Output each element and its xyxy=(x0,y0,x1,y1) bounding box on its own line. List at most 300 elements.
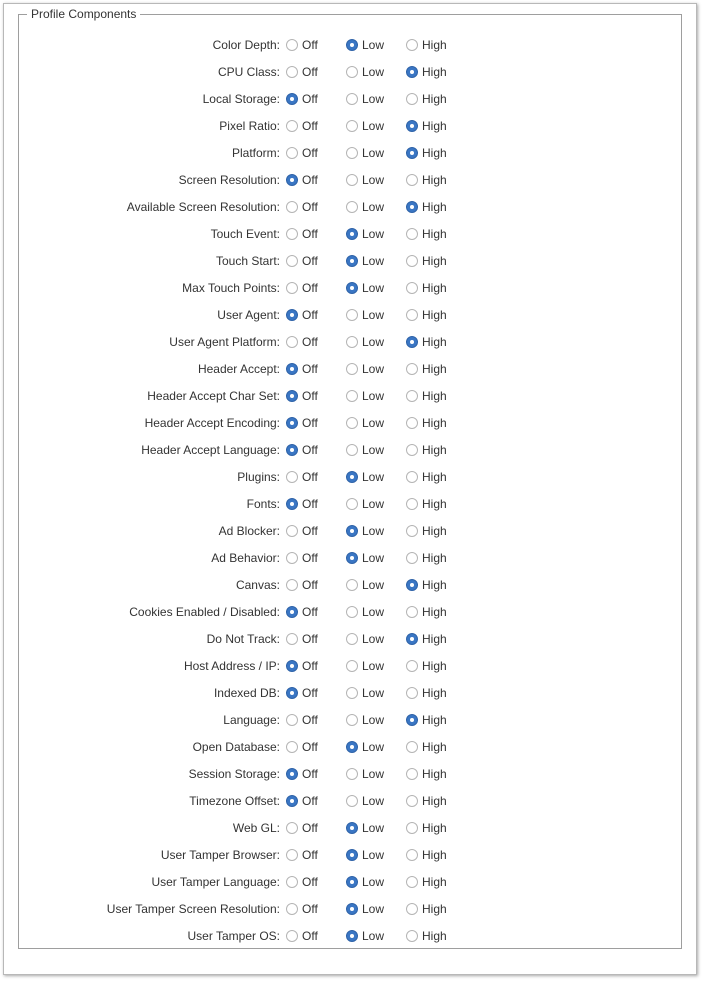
radio-option-cpu-class-off[interactable] xyxy=(286,65,346,79)
radio-option-platform-low[interactable] xyxy=(346,146,406,160)
radio-option-host-address-ip-off[interactable] xyxy=(286,659,346,673)
radio-option-user-tamper-browser-low[interactable] xyxy=(346,848,406,862)
radio-option-language-off[interactable] xyxy=(286,713,346,727)
radio-off-icon[interactable] xyxy=(286,606,298,618)
radio-high-icon[interactable] xyxy=(406,282,418,294)
radio-label-high: High xyxy=(422,685,447,700)
radio-low-icon[interactable] xyxy=(346,795,358,807)
radio-high-icon[interactable] xyxy=(406,714,418,726)
radio-option-header-accept-encoding-low[interactable] xyxy=(346,416,406,430)
radio-option-ad-behavior-off[interactable] xyxy=(286,551,346,565)
radio-option-color-depth-off[interactable] xyxy=(286,38,346,52)
radio-option-language-high[interactable] xyxy=(406,713,466,727)
radio-off-icon[interactable] xyxy=(286,444,298,456)
radio-label-high: High xyxy=(422,253,447,268)
radio-high-icon[interactable] xyxy=(406,741,418,753)
profile-components-list xyxy=(19,31,681,949)
radio-low-icon[interactable] xyxy=(346,66,358,78)
radio-low-icon[interactable] xyxy=(346,498,358,510)
radio-low-icon[interactable] xyxy=(346,417,358,429)
radio-high-icon[interactable] xyxy=(406,147,418,159)
radio-option-user-tamper-browser-high[interactable] xyxy=(406,848,466,862)
radio-label-off: Off xyxy=(302,91,318,106)
radio-off-icon[interactable] xyxy=(286,147,298,159)
radio-high-icon[interactable] xyxy=(406,471,418,483)
radio-low-icon[interactable] xyxy=(346,336,358,348)
radio-off-icon[interactable] xyxy=(286,336,298,348)
component-label-touch-start: Touch Start: xyxy=(215,253,280,268)
radio-high-icon[interactable] xyxy=(406,687,418,699)
radio-option-ad-blocker-off[interactable] xyxy=(286,524,346,538)
radio-high-icon[interactable] xyxy=(406,39,418,51)
radio-high-icon[interactable] xyxy=(406,606,418,618)
radio-low-icon[interactable] xyxy=(346,903,358,915)
profile-component-row xyxy=(19,382,681,409)
radio-high-icon[interactable] xyxy=(406,120,418,132)
radio-label-low: Low xyxy=(362,253,385,268)
radio-option-available-screen-resolution-high[interactable] xyxy=(406,200,466,214)
radio-label-high: High xyxy=(422,415,447,430)
radio-low-icon[interactable] xyxy=(346,768,358,780)
radio-off-icon[interactable] xyxy=(286,417,298,429)
radio-label-high: High xyxy=(422,199,447,214)
radio-option-user-tamper-os-off[interactable] xyxy=(286,929,346,943)
radio-option-header-accept-low[interactable] xyxy=(346,362,406,376)
radio-option-touch-start-high[interactable] xyxy=(406,254,466,268)
radio-option-local-storage-off[interactable] xyxy=(286,92,346,106)
radio-label-high: High xyxy=(422,928,447,943)
radio-off-icon[interactable] xyxy=(286,120,298,132)
radio-label-high: High xyxy=(422,739,447,754)
radio-option-user-tamper-language-high[interactable] xyxy=(406,875,466,889)
radio-option-header-accept-char-set-low[interactable] xyxy=(346,389,406,403)
radio-high-icon[interactable] xyxy=(406,228,418,240)
radio-option-web-gl-high[interactable] xyxy=(406,821,466,835)
radio-label-high: High xyxy=(422,847,447,862)
radio-option-user-agent-platform-low[interactable] xyxy=(346,335,406,349)
profile-component-row xyxy=(19,58,681,85)
radio-option-screen-resolution-low[interactable] xyxy=(346,173,406,187)
profile-component-row xyxy=(19,31,681,58)
radio-label-off: Off xyxy=(302,712,318,727)
radio-option-max-touch-points-off[interactable] xyxy=(286,281,346,295)
radio-high-icon[interactable] xyxy=(406,66,418,78)
radio-high-icon[interactable] xyxy=(406,417,418,429)
radio-high-icon[interactable] xyxy=(406,579,418,591)
radio-option-touch-start-off[interactable] xyxy=(286,254,346,268)
component-label-web-gl: Web GL: xyxy=(232,820,280,835)
radio-option-ad-blocker-high[interactable] xyxy=(406,524,466,538)
radio-low-icon[interactable] xyxy=(346,741,358,753)
radio-option-available-screen-resolution-low[interactable] xyxy=(346,200,406,214)
radio-option-user-tamper-screen-resolution-off[interactable] xyxy=(286,902,346,916)
radio-low-icon[interactable] xyxy=(346,93,358,105)
radio-label-high: High xyxy=(422,37,447,52)
radio-option-user-agent-platform-off[interactable] xyxy=(286,335,346,349)
radio-option-touch-start-low[interactable] xyxy=(346,254,406,268)
radio-off-icon[interactable] xyxy=(286,174,298,186)
radio-label-off: Off xyxy=(302,334,318,349)
radio-off-icon[interactable] xyxy=(286,714,298,726)
radio-low-icon[interactable] xyxy=(346,552,358,564)
radio-label-high: High xyxy=(422,226,447,241)
radio-option-ad-behavior-low[interactable] xyxy=(346,551,406,565)
radio-label-low: Low xyxy=(362,361,385,376)
radio-option-header-accept-encoding-off[interactable] xyxy=(286,416,346,430)
radio-option-header-accept-language-low[interactable] xyxy=(346,443,406,457)
radio-option-fonts-high[interactable] xyxy=(406,497,466,511)
radio-high-icon[interactable] xyxy=(406,309,418,321)
profile-component-row xyxy=(19,625,681,652)
radio-label-high: High xyxy=(422,901,447,916)
radio-option-canvas-low[interactable] xyxy=(346,578,406,592)
radio-label-low: Low xyxy=(362,469,385,484)
radio-option-plugins-high[interactable] xyxy=(406,470,466,484)
radio-low-icon[interactable] xyxy=(346,579,358,591)
radio-option-color-depth-high[interactable] xyxy=(406,38,466,52)
radio-option-timezone-offset-high[interactable] xyxy=(406,794,466,808)
radio-option-header-accept-char-set-high[interactable] xyxy=(406,389,466,403)
radio-label-low: Low xyxy=(362,91,385,106)
radio-option-plugins-off[interactable] xyxy=(286,470,346,484)
radio-option-cpu-class-high[interactable] xyxy=(406,65,466,79)
profile-component-row xyxy=(19,355,681,382)
component-label-screen-resolution: Screen Resolution: xyxy=(178,172,280,187)
radio-label-high: High xyxy=(422,280,447,295)
radio-low-icon[interactable] xyxy=(346,228,358,240)
radio-label-high: High xyxy=(422,388,447,403)
radio-option-fonts-off[interactable] xyxy=(286,497,346,511)
radio-option-user-tamper-os-high[interactable] xyxy=(406,929,466,943)
radio-high-icon[interactable] xyxy=(406,93,418,105)
radio-off-icon[interactable] xyxy=(286,498,298,510)
radio-option-pixel-ratio-low[interactable] xyxy=(346,119,406,133)
radio-high-icon[interactable] xyxy=(406,363,418,375)
radio-option-do-not-track-high[interactable] xyxy=(406,632,466,646)
radio-label-low: Low xyxy=(362,793,385,808)
radio-option-header-accept-high[interactable] xyxy=(406,362,466,376)
radio-label-low: Low xyxy=(362,712,385,727)
component-label-touch-event: Touch Event: xyxy=(210,226,280,241)
radio-high-icon[interactable] xyxy=(406,768,418,780)
radio-label-low: Low xyxy=(362,550,385,565)
profile-component-row xyxy=(19,679,681,706)
radio-low-icon[interactable] xyxy=(346,255,358,267)
radio-label-off: Off xyxy=(302,658,318,673)
radio-high-icon[interactable] xyxy=(406,930,418,942)
radio-option-user-tamper-screen-resolution-high[interactable] xyxy=(406,902,466,916)
radio-off-icon[interactable] xyxy=(286,795,298,807)
radio-option-touch-event-off[interactable] xyxy=(286,227,346,241)
radio-label-off: Off xyxy=(302,469,318,484)
radio-option-host-address-ip-high[interactable] xyxy=(406,659,466,673)
radio-low-icon[interactable] xyxy=(346,201,358,213)
radio-option-ad-blocker-low[interactable] xyxy=(346,524,406,538)
radio-option-header-accept-off[interactable] xyxy=(286,362,346,376)
radio-low-icon[interactable] xyxy=(346,633,358,645)
component-label-max-touch-points: Max Touch Points: xyxy=(182,280,280,295)
radio-label-low: Low xyxy=(362,37,385,52)
radio-option-local-storage-high[interactable] xyxy=(406,92,466,106)
radio-low-icon[interactable] xyxy=(346,309,358,321)
radio-option-indexed-db-high[interactable] xyxy=(406,686,466,700)
radio-off-icon[interactable] xyxy=(286,687,298,699)
radio-low-icon[interactable] xyxy=(346,147,358,159)
radio-label-off: Off xyxy=(302,874,318,889)
radio-label-off: Off xyxy=(302,523,318,538)
radio-option-do-not-track-off[interactable] xyxy=(286,632,346,646)
radio-label-high: High xyxy=(422,658,447,673)
radio-high-icon[interactable] xyxy=(406,174,418,186)
radio-low-icon[interactable] xyxy=(346,606,358,618)
component-label-indexed-db: Indexed DB: xyxy=(213,685,280,700)
radio-off-icon[interactable] xyxy=(286,255,298,267)
radio-option-header-accept-encoding-high[interactable] xyxy=(406,416,466,430)
radio-high-icon[interactable] xyxy=(406,903,418,915)
profile-component-row xyxy=(19,490,681,517)
radio-high-icon[interactable] xyxy=(406,336,418,348)
radio-low-icon[interactable] xyxy=(346,174,358,186)
radio-off-icon[interactable] xyxy=(286,876,298,888)
radio-option-session-storage-off[interactable] xyxy=(286,767,346,781)
fieldset-legend: Profile Components xyxy=(27,7,140,21)
radio-label-low: Low xyxy=(362,523,385,538)
radio-off-icon[interactable] xyxy=(286,525,298,537)
radio-option-platform-high[interactable] xyxy=(406,146,466,160)
radio-option-touch-event-low[interactable] xyxy=(346,227,406,241)
radio-off-icon[interactable] xyxy=(286,309,298,321)
component-label-ad-blocker: Ad Blocker: xyxy=(218,523,280,538)
radio-label-high: High xyxy=(422,442,447,457)
radio-label-high: High xyxy=(422,307,447,322)
radio-off-icon[interactable] xyxy=(286,93,298,105)
radio-option-host-address-ip-low[interactable] xyxy=(346,659,406,673)
radio-label-off: Off xyxy=(302,550,318,565)
radio-off-icon[interactable] xyxy=(286,903,298,915)
radio-label-high: High xyxy=(422,631,447,646)
radio-off-icon[interactable] xyxy=(286,768,298,780)
radio-option-header-accept-language-high[interactable] xyxy=(406,443,466,457)
radio-option-indexed-db-low[interactable] xyxy=(346,686,406,700)
radio-option-user-agent-off[interactable] xyxy=(286,308,346,322)
component-label-header-accept-language: Header Accept Language: xyxy=(141,442,280,457)
radio-label-off: Off xyxy=(302,118,318,133)
component-label-canvas: Canvas: xyxy=(235,577,280,592)
radio-option-cookies-enabled-disabled-low[interactable] xyxy=(346,605,406,619)
radio-off-icon[interactable] xyxy=(286,228,298,240)
radio-high-icon[interactable] xyxy=(406,795,418,807)
radio-label-off: Off xyxy=(302,820,318,835)
radio-low-icon[interactable] xyxy=(346,444,358,456)
radio-high-icon[interactable] xyxy=(406,633,418,645)
radio-off-icon[interactable] xyxy=(286,660,298,672)
radio-label-low: Low xyxy=(362,226,385,241)
radio-option-open-database-off[interactable] xyxy=(286,740,346,754)
radio-low-icon[interactable] xyxy=(346,714,358,726)
component-label-user-agent-platform: User Agent Platform: xyxy=(169,334,280,349)
radio-option-session-storage-low[interactable] xyxy=(346,767,406,781)
radio-off-icon[interactable] xyxy=(286,363,298,375)
radio-label-high: High xyxy=(422,550,447,565)
radio-off-icon[interactable] xyxy=(286,552,298,564)
radio-low-icon[interactable] xyxy=(346,39,358,51)
radio-option-max-touch-points-low[interactable] xyxy=(346,281,406,295)
radio-label-high: High xyxy=(422,577,447,592)
radio-option-web-gl-low[interactable] xyxy=(346,821,406,835)
component-label-header-accept-encoding: Header Accept Encoding: xyxy=(144,415,280,430)
radio-high-icon[interactable] xyxy=(406,255,418,267)
radio-option-cookies-enabled-disabled-high[interactable] xyxy=(406,605,466,619)
radio-off-icon[interactable] xyxy=(286,66,298,78)
radio-option-user-agent-low[interactable] xyxy=(346,308,406,322)
radio-option-available-screen-resolution-off[interactable] xyxy=(286,200,346,214)
radio-option-max-touch-points-high[interactable] xyxy=(406,281,466,295)
radio-option-user-tamper-screen-resolution-low[interactable] xyxy=(346,902,406,916)
radio-option-header-accept-char-set-off[interactable] xyxy=(286,389,346,403)
radio-label-high: High xyxy=(422,712,447,727)
radio-label-high: High xyxy=(422,64,447,79)
radio-label-off: Off xyxy=(302,604,318,619)
profile-component-row xyxy=(19,409,681,436)
radio-off-icon[interactable] xyxy=(286,201,298,213)
component-label-open-database: Open Database: xyxy=(192,739,280,754)
component-label-do-not-track: Do Not Track: xyxy=(206,631,280,646)
radio-option-touch-event-high[interactable] xyxy=(406,227,466,241)
radio-label-low: Low xyxy=(362,280,385,295)
radio-option-user-agent-high[interactable] xyxy=(406,308,466,322)
radio-option-user-tamper-language-low[interactable] xyxy=(346,875,406,889)
component-label-cookies-enabled-disabled: Cookies Enabled / Disabled: xyxy=(129,604,280,619)
radio-option-user-tamper-browser-off[interactable] xyxy=(286,848,346,862)
profile-component-row xyxy=(19,814,681,841)
radio-option-web-gl-off[interactable] xyxy=(286,821,346,835)
radio-low-icon[interactable] xyxy=(346,876,358,888)
radio-option-ad-behavior-high[interactable] xyxy=(406,551,466,565)
radio-label-low: Low xyxy=(362,658,385,673)
radio-option-session-storage-high[interactable] xyxy=(406,767,466,781)
radio-option-timezone-offset-low[interactable] xyxy=(346,794,406,808)
radio-off-icon[interactable] xyxy=(286,39,298,51)
radio-low-icon[interactable] xyxy=(346,390,358,402)
radio-off-icon[interactable] xyxy=(286,633,298,645)
radio-label-high: High xyxy=(422,874,447,889)
radio-off-icon[interactable] xyxy=(286,930,298,942)
radio-off-icon[interactable] xyxy=(286,822,298,834)
radio-label-low: Low xyxy=(362,874,385,889)
radio-high-icon[interactable] xyxy=(406,849,418,861)
component-label-user-agent: User Agent: xyxy=(217,307,280,322)
radio-low-icon[interactable] xyxy=(346,120,358,132)
radio-low-icon[interactable] xyxy=(346,363,358,375)
radio-high-icon[interactable] xyxy=(406,552,418,564)
radio-label-off: Off xyxy=(302,847,318,862)
radio-label-low: Low xyxy=(362,199,385,214)
radio-option-header-accept-language-off[interactable] xyxy=(286,443,346,457)
radio-option-language-low[interactable] xyxy=(346,713,406,727)
profile-components-fieldset xyxy=(18,7,682,949)
profile-component-row xyxy=(19,301,681,328)
radio-low-icon[interactable] xyxy=(346,525,358,537)
component-label-user-tamper-os: User Tamper OS: xyxy=(187,928,280,943)
radio-high-icon[interactable] xyxy=(406,822,418,834)
radio-low-icon[interactable] xyxy=(346,687,358,699)
radio-high-icon[interactable] xyxy=(406,660,418,672)
radio-option-screen-resolution-off[interactable] xyxy=(286,173,346,187)
profile-component-row xyxy=(19,544,681,571)
radio-option-indexed-db-off[interactable] xyxy=(286,686,346,700)
radio-label-low: Low xyxy=(362,442,385,457)
radio-low-icon[interactable] xyxy=(346,822,358,834)
radio-option-user-tamper-language-off[interactable] xyxy=(286,875,346,889)
radio-high-icon[interactable] xyxy=(406,444,418,456)
component-label-fonts: Fonts: xyxy=(246,496,280,511)
radio-option-pixel-ratio-high[interactable] xyxy=(406,119,466,133)
radio-option-local-storage-low[interactable] xyxy=(346,92,406,106)
radio-option-user-tamper-os-low[interactable] xyxy=(346,929,406,943)
radio-low-icon[interactable] xyxy=(346,282,358,294)
radio-label-high: High xyxy=(422,334,447,349)
radio-label-low: Low xyxy=(362,145,385,160)
radio-high-icon[interactable] xyxy=(406,525,418,537)
component-label-color-depth: Color Depth: xyxy=(212,37,280,52)
radio-high-icon[interactable] xyxy=(406,498,418,510)
component-label-user-tamper-language: User Tamper Language: xyxy=(151,874,280,889)
radio-label-low: Low xyxy=(362,604,385,619)
radio-high-icon[interactable] xyxy=(406,390,418,402)
radio-option-platform-off[interactable] xyxy=(286,146,346,160)
radio-option-fonts-low[interactable] xyxy=(346,497,406,511)
radio-option-canvas-off[interactable] xyxy=(286,578,346,592)
profile-component-row xyxy=(19,139,681,166)
radio-option-cookies-enabled-disabled-off[interactable] xyxy=(286,605,346,619)
radio-label-low: Low xyxy=(362,496,385,511)
radio-off-icon[interactable] xyxy=(286,579,298,591)
radio-high-icon[interactable] xyxy=(406,201,418,213)
radio-high-icon[interactable] xyxy=(406,876,418,888)
radio-option-open-database-low[interactable] xyxy=(346,740,406,754)
radio-label-high: High xyxy=(422,145,447,160)
radio-option-color-depth-low[interactable] xyxy=(346,38,406,52)
radio-low-icon[interactable] xyxy=(346,471,358,483)
radio-off-icon[interactable] xyxy=(286,471,298,483)
radio-low-icon[interactable] xyxy=(346,660,358,672)
radio-off-icon[interactable] xyxy=(286,741,298,753)
radio-option-do-not-track-low[interactable] xyxy=(346,632,406,646)
radio-option-open-database-high[interactable] xyxy=(406,740,466,754)
radio-off-icon[interactable] xyxy=(286,390,298,402)
radio-off-icon[interactable] xyxy=(286,849,298,861)
radio-option-user-agent-platform-high[interactable] xyxy=(406,335,466,349)
radio-option-canvas-high[interactable] xyxy=(406,578,466,592)
radio-label-low: Low xyxy=(362,388,385,403)
radio-option-plugins-low[interactable] xyxy=(346,470,406,484)
radio-low-icon[interactable] xyxy=(346,930,358,942)
radio-option-screen-resolution-high[interactable] xyxy=(406,173,466,187)
radio-option-cpu-class-low[interactable] xyxy=(346,65,406,79)
profile-component-row xyxy=(19,922,681,949)
radio-option-timezone-offset-off[interactable] xyxy=(286,794,346,808)
radio-label-off: Off xyxy=(302,415,318,430)
component-label-local-storage: Local Storage: xyxy=(202,91,280,106)
radio-label-high: High xyxy=(422,496,447,511)
radio-label-low: Low xyxy=(362,928,385,943)
radio-label-off: Off xyxy=(302,361,318,376)
profile-component-row xyxy=(19,598,681,625)
radio-off-icon[interactable] xyxy=(286,282,298,294)
radio-option-pixel-ratio-off[interactable] xyxy=(286,119,346,133)
radio-low-icon[interactable] xyxy=(346,849,358,861)
component-label-ad-behavior: Ad Behavior: xyxy=(211,550,280,565)
